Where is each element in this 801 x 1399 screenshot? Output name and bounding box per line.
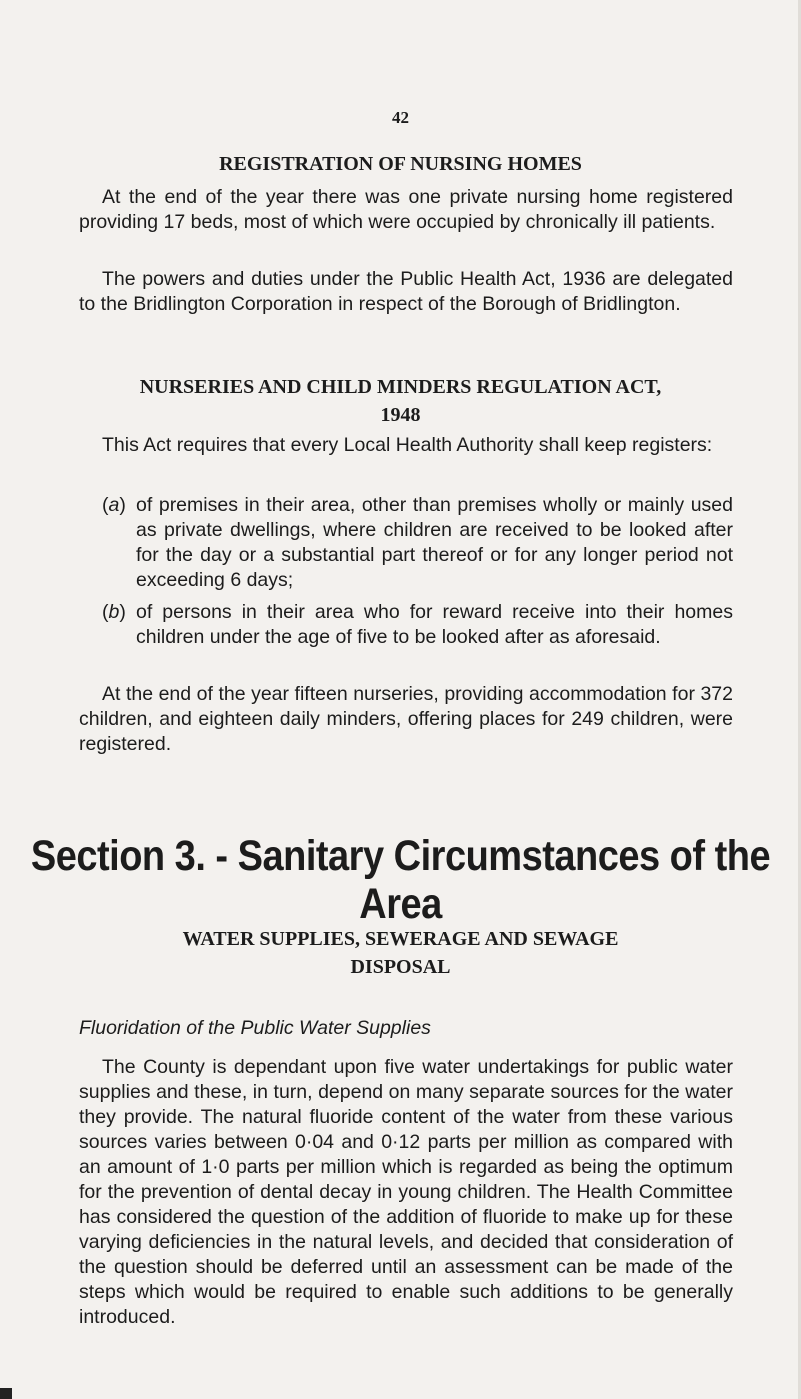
- water-heading-line-2: DISPOSAL: [350, 956, 451, 978]
- list-item: [102, 600, 733, 650]
- nursing-homes-paragraph-2: The powers and duties under the Public Health Act, 1936 are delegated to the Bridlington Corporation in respect of the Borough of Bridlington.: [79, 268, 733, 315]
- water-heading: [60, 925, 741, 981]
- nurseries-heading: [60, 373, 741, 429]
- scan-edge-mark: [0, 1388, 12, 1399]
- nursing-homes-heading: REGISTRATION OF NURSING HOMES: [219, 153, 582, 175]
- page-number: 42: [392, 108, 409, 127]
- list-marker-b: (b): [102, 601, 126, 623]
- list-item: [102, 493, 733, 593]
- nursing-homes-paragraph-1: At the end of the year there was one private nursing home registered providing 17 beds, most of which were occupied by chronically ill patients.: [79, 186, 733, 233]
- fluoridation-subheading: Fluoridation of the Public Water Supplies: [79, 1017, 431, 1039]
- list-marker-a: (a): [102, 494, 126, 516]
- list-item-text: of premises in their area, other than premises wholly or mainly used as private dwellings, where children are received to be looked after for the day or a substantial part thereof or for any longer period not exceeding 6 days;: [136, 494, 733, 591]
- fluoridation-paragraph: The County is dependant upon five water undertakings for public water supplies and these, in turn, depend on many separate sources for the water they provide. The natural fluoride content of the water from these various sources varies between 0·04 and 0·12 parts per million as compared with an amount of 1·0 parts per million which is regarded as being the optimum for the prevention of dental decay in young children. The Health Committee has considered the question of the addition of fluoride to make up for these varying deficiencies in the natural levels, and decided that consideration of the question should be deferred until an assessment can be made of the steps which would be required to enable such additions to be generally introduced.: [79, 1056, 733, 1328]
- section-title: Section 3. - Sanitary Circumstances of the Area: [30, 832, 771, 929]
- water-heading-line-1: WATER SUPPLIES, SEWERAGE AND SEWAGE: [182, 928, 619, 950]
- nurseries-heading-line-1: NURSERIES AND CHILD MINDERS REGULATION ACT,: [139, 376, 662, 398]
- nurseries-intro: This Act requires that every Local Health Authority shall keep registers:: [102, 434, 713, 456]
- nurseries-closing: At the end of the year fifteen nurseries, providing accommodation for 372 children, and eighteen daily minders, offering places for 249 children, were registered.: [79, 683, 733, 755]
- nurseries-heading-line-2: 1948: [380, 404, 421, 426]
- list-item-text: of persons in their area who for reward receive into their homes children under the age of five to be looked after as aforesaid.: [136, 601, 733, 648]
